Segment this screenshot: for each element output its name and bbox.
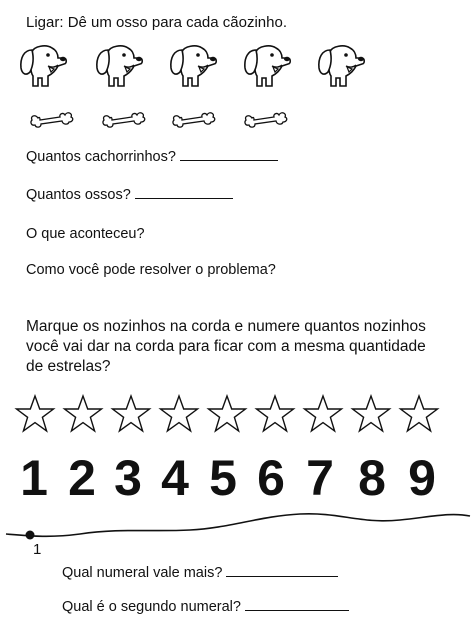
star-icon[interactable] [206,394,248,434]
bone-icon[interactable] [244,112,288,134]
task2-instruction-1: Marque os nozinhos na corda e numere quantos nozinhos [26,318,426,335]
task2-instruction-3: de estrelas? [26,358,111,375]
dog-icon[interactable] [242,42,292,90]
star-icon[interactable] [254,394,296,434]
task2-instruction-2: você vai dar na corda para ficar com a mesma quantidade [26,338,426,355]
star-icon[interactable] [110,394,152,434]
answer-line[interactable] [180,148,278,161]
bone-icon[interactable] [102,112,146,134]
bone-icon[interactable] [30,112,74,134]
dog-icon[interactable] [18,42,68,90]
question-label: Quantos ossos? [26,187,131,203]
answer-line[interactable] [245,598,349,611]
numeral: 7 [306,450,334,506]
question-highest-numeral [62,564,338,581]
question-what-happened: O que aconteceu? [26,226,145,242]
question-label: Qual é o segundo numeral? [62,599,241,615]
numeral: 5 [209,450,237,506]
rope[interactable] [0,506,474,546]
star-icon[interactable] [14,394,56,434]
numeral: 3 [114,450,142,506]
numeral: 9 [408,450,436,506]
numeral: 4 [161,450,189,506]
question-solve: Como você pode resolver o problema? [26,262,276,278]
bone-icon[interactable] [172,112,216,134]
dog-icon[interactable] [94,42,144,90]
star-icon[interactable] [302,394,344,434]
question-bone-count [26,186,233,203]
star-icon[interactable] [350,394,392,434]
star-icon[interactable] [62,394,104,434]
dog-icon[interactable] [168,42,218,90]
answer-line[interactable] [135,186,233,199]
task1-title: Ligar: Dê um osso para cada cãozinho. [26,14,287,31]
numeral: 6 [257,450,285,506]
answer-line[interactable] [226,564,338,577]
star-icon[interactable] [158,394,200,434]
star-icon[interactable] [398,394,440,434]
rope-start-label: 1 [33,541,42,558]
question-label: Qual numeral vale mais? [62,565,223,581]
numeral: 2 [68,450,96,506]
question-second-numeral [62,598,349,615]
question-label: Quantos cachorrinhos? [26,149,176,165]
numeral: 1 [20,450,48,506]
question-dog-count [26,148,278,165]
dog-icon[interactable] [316,42,366,90]
numeral: 8 [358,450,386,506]
